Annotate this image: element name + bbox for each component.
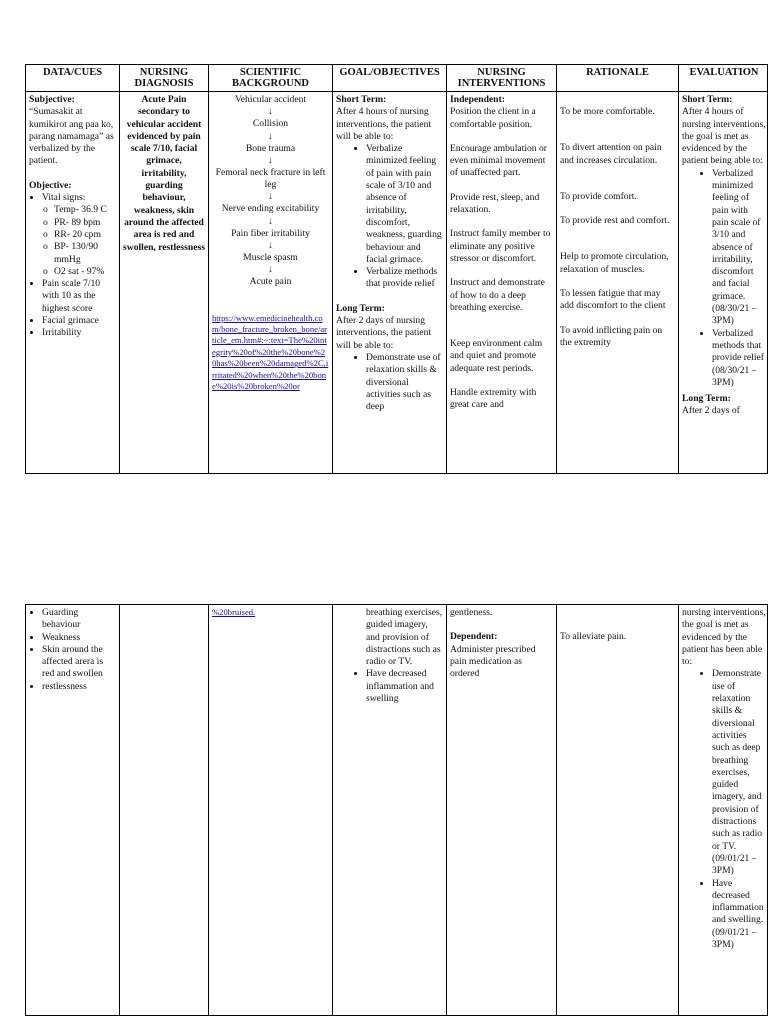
goal-short-term-label: Short Term: xyxy=(336,94,387,105)
background-column xyxy=(208,65,332,473)
bg-step-5: Nerve ending excitability xyxy=(221,203,320,215)
objective-label: Objective: xyxy=(29,179,72,191)
reference-link-cont[interactable]: %20bruised. xyxy=(212,607,256,617)
diagnosis-column-cont xyxy=(119,605,208,1015)
intervention-3: Provide rest, sleep, and relaxation. xyxy=(450,191,540,216)
dependent-intervention: Administer prescribed pain medication as ordered xyxy=(450,643,536,680)
interventions-column xyxy=(446,65,556,473)
goal-short-term-intro: After 4 hours of nursing interventions, the patient will be able to: xyxy=(336,106,432,142)
goal-long-item-2: • Have decreased inflammation and swelling xyxy=(366,668,443,705)
care-plan-table-part-2 xyxy=(25,604,768,1016)
rationale-column xyxy=(556,65,678,473)
cue-skin-red-swollen: • Skin around the affected arera is red and swollen xyxy=(42,644,116,681)
independent-label: Independent: xyxy=(450,94,505,105)
header-evaluation: EVALUATION xyxy=(679,65,768,92)
header-nursing-interventions: NURSING INTERVENTIONS xyxy=(447,65,556,92)
cue-pain-scale: • Pain scale 7/10 with 10 as the highest score xyxy=(42,278,116,315)
cue-restlessness: • restlessness xyxy=(42,681,116,693)
bg-step-7: Muscle spasm xyxy=(243,252,298,264)
subjective-label: Subjective: xyxy=(29,94,75,105)
rationale-7: To avoid inflicting pain on the extremity xyxy=(560,324,663,348)
cue-weakness: • Weakness xyxy=(42,632,116,644)
rationale-5: Help to promote circulation, relaxation of muscles. xyxy=(560,251,669,275)
header-data-cues: DATA/CUES xyxy=(26,65,119,92)
eval-long-term-intro-start: After 2 days of xyxy=(682,405,740,417)
subjective-text: “Sumasakit at kumikirot ang paa ko, parang namamaga” as verbalized by the patient. xyxy=(29,106,114,167)
evaluation-column-cont xyxy=(678,605,768,1015)
intervention-6: Keep environment calm and quiet and promote adequate rest periods. xyxy=(450,338,543,374)
goal-long-term-label: Long Term: xyxy=(336,302,385,314)
vital-temp: o Temp- 36.9 C xyxy=(54,204,116,216)
down-arrow-icon: ↓ xyxy=(268,106,273,118)
down-arrow-icon: ↓ xyxy=(268,154,273,166)
intervention-2: Encourage ambulation or even minimal movement of unaffected part. xyxy=(450,142,547,179)
vital-o2: o O2 sat - 97% xyxy=(54,266,116,278)
rationale-4: To provide rest and comfort. xyxy=(560,215,670,227)
eval-short-term-intro: After 4 hours of nursing interventions, the goal is met as evidenced by the patient being able to: xyxy=(682,106,766,167)
diagnosis-column xyxy=(119,65,208,473)
reference-link[interactable]: https://www.emedicinehealth.com/bone_fracture_broken_bone/article_em.htm#:~:text=The%20integrity%20of%20the%20bone%20has%20been%20damaged%2C,irritated%20when%20the%20bone%20is%20broken%20or xyxy=(212,312,329,392)
rationale-6: To lessen fatigue that may add discomfort to the client xyxy=(560,288,666,312)
goals-column-cont xyxy=(332,605,446,1015)
bg-step-2: Collision xyxy=(252,118,289,130)
goal-long-item-1-cont: breathing exercises, guided imagery, and provision of distractions such as radio or TV. xyxy=(366,607,443,668)
background-column-cont xyxy=(208,605,332,1015)
header-scientific-background: SCIENTIFIC BACKGROUND xyxy=(209,65,332,92)
eval-short-term-label: Short Term: xyxy=(682,94,733,105)
vital-pr: o PR- 89 bpm xyxy=(54,217,116,229)
care-plan-table-part-1 xyxy=(25,64,768,474)
rationale-column-cont xyxy=(556,605,678,1015)
eval-long-term-label: Long Term: xyxy=(682,393,731,405)
rationale-2: To divert attention on pain and increases circulation. xyxy=(560,142,662,166)
bg-step-8: Acute pain xyxy=(249,276,292,288)
vital-bp: o BP- 130/90 mmHg xyxy=(54,241,116,266)
goal-short-item-1: • Verbalize minimized feeling of pain with pain scale of 3/10 and absence of irritability, discomfort, weakness, guarding behaviour and facial grimace. xyxy=(366,143,443,266)
data-cues-column xyxy=(26,65,119,473)
header-goal-objectives: GOAL/OBJECTIVES xyxy=(333,65,446,92)
eval-long-item-2: • Have decreased inflammation and swelling. (09/01/21 – 3PM) xyxy=(712,878,766,952)
header-nursing-diagnosis: NURSING DIAGNOSIS xyxy=(120,65,208,92)
cue-guarding-behaviour: • Guarding behaviour xyxy=(42,607,116,632)
eval-short-item-2: • Verbalized methods that provide relief (08/30/21 – 3PM) xyxy=(712,328,766,389)
eval-short-item-1: • Verbalized minimized feeling of pain with pain scale of 3/10 and absence of irritability, discomfort and facial grimace. (08/30/21 – 3PM) xyxy=(712,168,766,328)
down-arrow-icon: ↓ xyxy=(268,240,273,252)
bg-step-4: Femoral neck fracture in left leg xyxy=(215,166,326,191)
dependent-label: Dependent: xyxy=(450,631,498,643)
eval-long-item-1: • Demonstrate use of relaxation skills & diversional activities such as deep breathing exercises, guided imagery, and provision of distractions such as radio or TV. (09/01/21 – 3PM) xyxy=(712,668,766,877)
intervention-5: Instruct and demonstrate of how to do a deep breathing exercise. xyxy=(450,277,545,313)
rationale-3: To provide comfort. xyxy=(560,190,637,202)
down-arrow-icon: ↓ xyxy=(268,130,273,142)
down-arrow-icon: ↓ xyxy=(268,215,273,227)
eval-long-term-intro-cont: nursing interventions, the goal is met as evidenced by the patient has been able to: xyxy=(682,607,766,668)
intervention-7: Handle extremity with great care and xyxy=(450,387,537,411)
header-rationale: RATIONALE xyxy=(557,65,678,92)
intervention-4: Instruct family member to eliminate any positive stressor or discomfort. xyxy=(450,228,551,264)
data-cues-column-cont xyxy=(26,605,119,1015)
goals-column xyxy=(332,65,446,473)
cue-facial-grimace: • Facial grimace xyxy=(42,315,116,327)
interventions-column-cont xyxy=(446,605,556,1015)
bg-step-1: Vehicular accident xyxy=(234,94,307,105)
evaluation-column xyxy=(678,65,768,473)
goal-long-term-intro: After 2 days of nursing interventions, the patient will be able to: xyxy=(336,315,432,351)
cue-irritability: • Irritability xyxy=(42,327,116,339)
down-arrow-icon: ↓ xyxy=(268,191,273,203)
intervention-1: Position the client in a comfortable position. xyxy=(450,106,536,130)
bg-step-6: Pain fiber irritability xyxy=(231,227,310,239)
diagnosis-text: Acute Pain secondary to vehicular accident evidenced by pain scale 7/10, facial grimace, irritability, guarding behaviour, weakness, skin around the affected area is red and swollen, restlessness xyxy=(123,94,205,253)
intervention-7-cont: gentleness. xyxy=(450,607,493,618)
goal-long-item-1: • Demonstrate use of relaxation skills & diversional activities such as deep xyxy=(366,352,443,413)
rationale-1: To be more comfortable. xyxy=(560,106,655,117)
goal-short-item-2: • Verbalize methods that provide relief xyxy=(366,266,443,291)
vital-rr: o RR- 20 cpm xyxy=(54,229,116,241)
bg-step-3: Bone trauma xyxy=(245,142,296,154)
down-arrow-icon: ↓ xyxy=(268,264,273,276)
rationale-dependent: To alleviate pain. xyxy=(560,631,627,642)
vital-signs-item: • Vital signs: o Temp- 36.9 C o PR- 89 bpm o RR- 20 cpm o BP- 130/90 mmHg o O2 sat - 97% xyxy=(42,192,116,278)
